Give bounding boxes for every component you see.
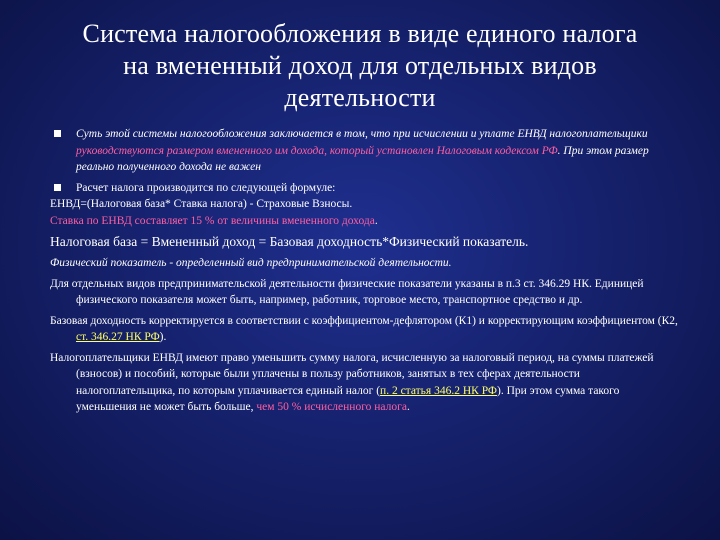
coefficient-end: ). xyxy=(159,331,167,343)
title-line-2: на вмененный доход для отдельных видов xyxy=(123,51,597,80)
physical-definition xyxy=(50,255,680,272)
essence-text: Суть этой системы налогообложения заключается в том, что при исчислении и уплате ЕНВД налогоплательщики xyxy=(76,128,648,140)
square-bullet-icon xyxy=(54,184,61,191)
rate-end: . xyxy=(374,214,378,227)
article-346-2-link[interactable]: п. 2 статья 346.2 НК РФ xyxy=(380,384,497,397)
reduction-text: Налогоплательщики ЕНВД имеют право уменьшить сумму налога, исчисленную за налоговый период, на суммы платежей (взносов) и пособий, которые были уплачены в пользу работников, занятых в тех сферах деятельности налогоплательщика, по которым уплачивается единый налог ( xyxy=(50,351,654,397)
reduction-text-2: ). При этом сумма такого уменьшения не может быть больше, xyxy=(76,384,620,413)
slide-content xyxy=(50,126,680,416)
physical-indicators-text: Для отдельных видов предпринимательской деятельности физические показатели указаны в п.3 ст. 346.29 НК. Единицей физического показателя может быть, например, работник, торговое место, транспортное средство и др. xyxy=(50,277,644,306)
coefficient-text: Базовая доходность корректируется в соответствии с коэффициентом-дефлятором (К1) и корректирующим коэффициентом (К2, xyxy=(50,314,678,327)
title-line-1: Система налогообложения в виде единого налога xyxy=(82,19,638,48)
reduction-end: . xyxy=(406,401,410,413)
square-bullet-icon xyxy=(54,130,61,137)
bullet-calculation xyxy=(50,180,680,197)
base-formula-line xyxy=(50,232,680,252)
coefficient-paragraph xyxy=(50,313,680,346)
bullet-essence xyxy=(50,126,680,176)
essence-highlight: руководствуются размером вмененного им дохода, который установлен Налоговым кодексом РФ xyxy=(76,144,558,157)
physical-definition-text: Физический показатель - определенный вид предпринимательской деятельности. xyxy=(50,257,452,269)
formula-line xyxy=(50,196,680,213)
article-346-27-link[interactable]: ст. 346.27 НК РФ xyxy=(76,331,160,343)
physical-indicators-paragraph xyxy=(50,276,680,309)
slide-title xyxy=(40,18,680,114)
formula-text: ЕНВД=(Налоговая база* Ставка налога) - Страховые Взносы. xyxy=(50,198,353,210)
reduction-paragraph xyxy=(50,350,680,416)
essence-end: . При этом размер реально полученного дохода не важен xyxy=(76,144,649,173)
rate-line xyxy=(50,213,680,230)
calculation-text: Расчет налога производится по следующей формуле: xyxy=(76,181,336,194)
reduction-limit-highlight: чем 50 % исчисленного налога xyxy=(256,401,407,413)
rate-highlight: Ставка по ЕНВД составляет 15 % от величины вмененного дохода xyxy=(50,214,375,227)
title-line-3: деятельности xyxy=(284,83,436,112)
base-formula-text: Налоговая база = Вмененный доход = Базовая доходность*Физический показатель. xyxy=(50,234,529,249)
